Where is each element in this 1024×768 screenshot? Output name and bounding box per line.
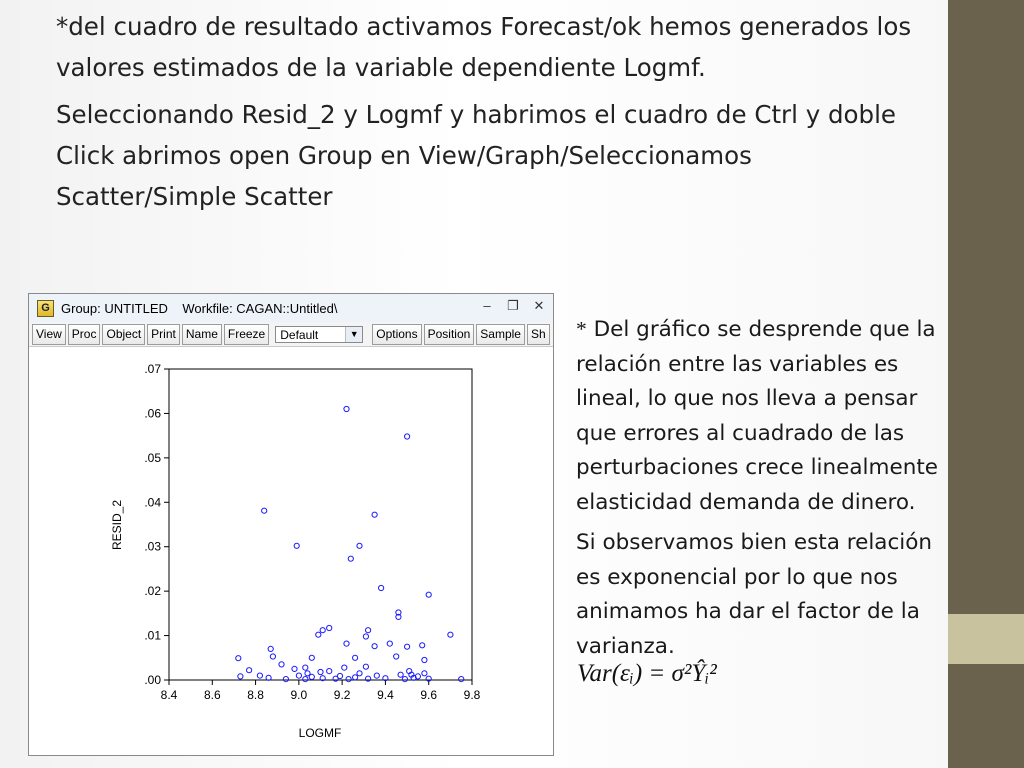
chevron-down-icon: ▼ <box>345 327 362 342</box>
position-button[interactable]: Position <box>424 324 475 345</box>
window-title: Group: UNTITLED Workfile: CAGAN::Untitled\ <box>61 300 338 316</box>
minimize-icon[interactable]: – <box>483 298 491 313</box>
y-tick-label: .07 <box>144 362 161 376</box>
show-button[interactable]: Sh <box>527 324 550 345</box>
name-button[interactable]: Name <box>182 324 222 345</box>
x-tick-label: 8.8 <box>247 688 264 702</box>
note-paragraph-1 <box>576 312 941 520</box>
x-tick-label: 9.6 <box>420 688 438 702</box>
x-tick-label: 8.4 <box>160 688 178 702</box>
note-asterisk: * <box>576 317 587 341</box>
x-tick-label: 8.6 <box>203 688 221 702</box>
object-button[interactable]: Object <box>102 324 145 345</box>
y-tick-label: .00 <box>144 673 161 687</box>
note-text-1: Del gráfico se desprende que la relación entre las variables es lineal, lo que nos lleva a pensar que errores al cuadrado de las perturbaciones crece linealmente elasticidad demanda de dinero. <box>576 317 938 515</box>
view-mode-value: Default <box>280 327 319 342</box>
y-axis-label: RESID_2 <box>110 499 124 551</box>
intro-paragraph-2: Seleccionando Resid_2 y Logmf y habrimos el cuadro de Ctrl y doble Click abrimos open Group en View/Graph/Seleccionamos Scatter/Simple Scatter <box>56 100 896 211</box>
y-tick-label: .01 <box>144 628 161 643</box>
scatter-plot-area <box>29 347 553 755</box>
close-icon[interactable]: ✕ <box>533 298 545 313</box>
proc-button[interactable]: Proc <box>68 324 101 345</box>
y-tick-label: .03 <box>144 539 161 554</box>
freeze-button[interactable]: Freeze <box>224 324 269 345</box>
scatter-chart <box>29 347 553 755</box>
eviews-group-window <box>28 293 554 756</box>
window-controls <box>479 298 547 314</box>
intro-text <box>56 6 936 217</box>
options-button[interactable]: Options <box>372 324 421 345</box>
x-axis-label: LOGMF <box>298 726 342 740</box>
eviews-group-icon: G <box>37 300 54 317</box>
y-tick-label: .06 <box>144 406 161 421</box>
sample-button[interactable]: Sample <box>476 324 525 345</box>
y-tick-label: .05 <box>144 450 161 465</box>
x-tick-label: 9.8 <box>463 688 481 702</box>
variance-formula: Var(εᵢ) = σ²Ŷᵢ² <box>577 660 717 687</box>
window-titlebar[interactable] <box>29 294 553 322</box>
y-tick-label: .02 <box>144 584 161 599</box>
x-tick-label: 9.0 <box>290 688 308 702</box>
view-mode-select[interactable] <box>275 326 363 343</box>
maximize-icon[interactable]: ❐ <box>507 298 519 313</box>
note-paragraph-2: Si observamos bien esta relación es exponencial por lo que nos animamos ha dar el factor de la varianza. <box>576 530 933 659</box>
view-button[interactable]: View <box>32 324 66 345</box>
x-tick-label: 9.4 <box>377 688 394 702</box>
explanation-note <box>576 312 941 664</box>
sidebar-accent-block <box>948 614 1024 664</box>
y-tick-label: .04 <box>144 495 161 510</box>
group-toolbar <box>29 322 553 347</box>
x-tick-label: 9.2 <box>333 688 351 702</box>
print-button[interactable]: Print <box>147 324 180 345</box>
intro-paragraph-1: *del cuadro de resultado activamos Forecast/ok hemos generados los valores estimados de la variable dependiente Logmf. <box>56 12 912 82</box>
